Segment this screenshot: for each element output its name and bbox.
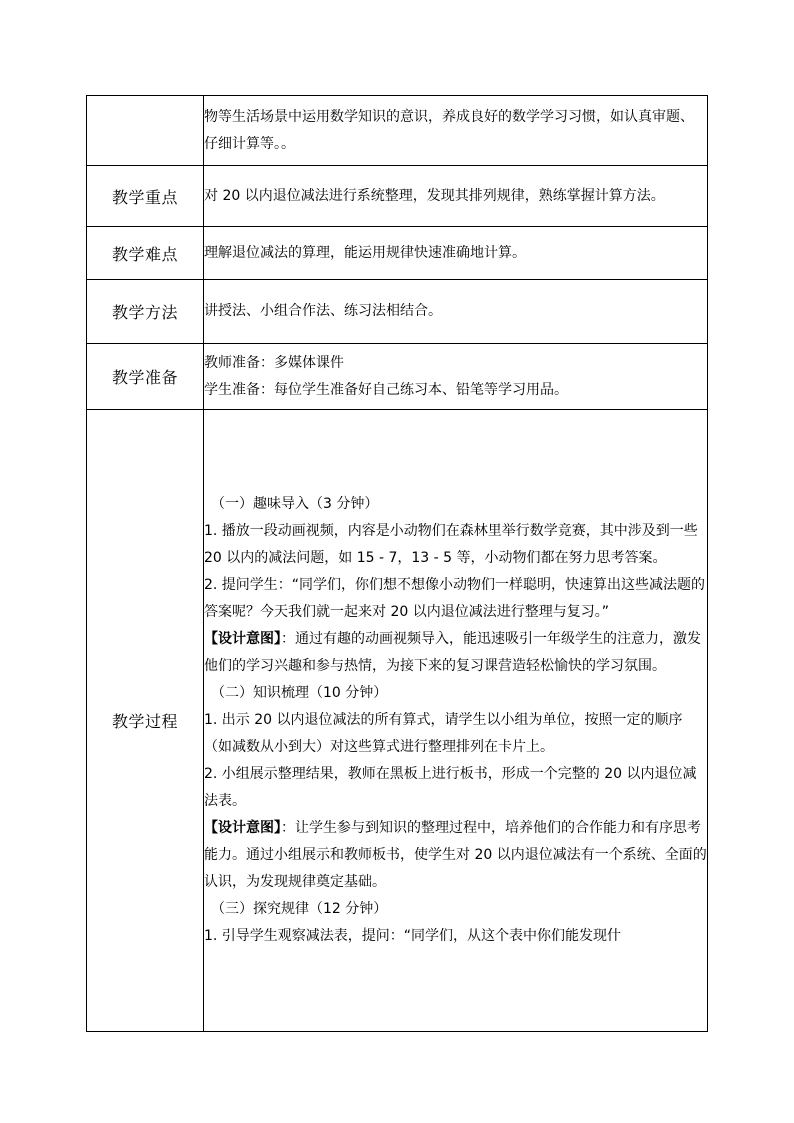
design-intent-text-2: ：让学生参与到知识的整理过程中，培养他们的合作能力和有序思考能力。通过小组展示和教师板书，使学生对 20 以内退位减法有一个系统、全面的认识，为发现规律奠定基础。 xyxy=(204,820,707,890)
preparation-teacher: 教师准备：多媒体课件 xyxy=(204,354,344,371)
process-step-3-1: 1. 引导学生观察减法表，提问：“同学们，从这个表中你们能发现什 xyxy=(204,928,622,944)
preparation-student: 学生准备：每位学生准备好自己练习本、铅笔等学习用品。 xyxy=(204,381,568,398)
row-methods xyxy=(87,280,708,344)
process-design-intent-2 xyxy=(204,815,707,896)
difficulties-cell xyxy=(204,227,708,280)
goals-continued-text: 物等生活场景中运用数学知识的意识，养成良好的数学学习习惯，如认真审题、仔细计算等。。 xyxy=(204,108,694,152)
process-design-intent-1 xyxy=(204,626,707,680)
process-section-1-heading: （一）趣味导入（3 分钟） xyxy=(211,496,379,512)
key-points-cell xyxy=(204,166,708,227)
row-preparation xyxy=(87,344,708,410)
process-section-3-heading: （三）探究规律（12 分钟） xyxy=(211,901,388,917)
design-intent-tag-2: 【设计意图】 xyxy=(204,820,281,836)
process-section-2-heading: （二）知识梳理（10 分钟） xyxy=(211,685,388,701)
design-intent-tag-1: 【设计意图】 xyxy=(204,631,281,647)
process-label: 教学过程 xyxy=(87,410,204,1032)
key-points-text: 对 20 以内退位减法进行系统整理，发现其排列规律，熟练掌握计算方法。 xyxy=(204,187,665,204)
methods-label: 教学方法 xyxy=(87,280,204,344)
key-points-label: 教学重点 xyxy=(87,166,204,227)
process-step-2-2: 2. 小组展示整理结果，教师在黑板上进行板书，形成一个完整的 20 以内退位减法表。 xyxy=(204,766,697,809)
process-step-2-1: 1. 出示 20 以内退位减法的所有算式，请学生以小组为单位，按照一定的顺序（如减数从小到大）对这些算式进行整理排列在卡片上。 xyxy=(204,712,683,755)
difficulties-text: 理解退位减法的算理，能运用规律快速准确地计算。 xyxy=(204,244,526,261)
process-step-1-1: 1. 播放一段动画视频，内容是小动物们在森林里举行数学竞赛，其中涉及到一些 20 以内的减法问题，如 15 - 7，13 - 5 等，小动物们都在努力思考答案。 xyxy=(204,523,698,566)
lesson-plan-table xyxy=(86,95,708,1032)
methods-text: 讲授法、小组合作法、练习法相结合。 xyxy=(204,303,442,319)
goals-continued-cell xyxy=(204,96,708,166)
row-process xyxy=(87,410,708,1032)
row-key-points xyxy=(87,166,708,227)
label-cell-empty xyxy=(87,96,204,166)
row-difficulties xyxy=(87,227,708,280)
process-cell xyxy=(204,410,708,1032)
preparation-cell xyxy=(204,344,708,410)
methods-cell xyxy=(204,280,708,344)
row-goals-continued xyxy=(87,96,708,166)
preparation-label: 教学准备 xyxy=(87,344,204,410)
process-step-1-2: 2. 提问学生：“同学们，你们想不想像小动物们一样聪明，快速算出这些减法题的答案呢？今天我们就一起来对 20 以内退位减法进行整理与复习。” xyxy=(204,577,706,620)
design-intent-text-1: ：通过有趣的动画视频导入，能迅速吸引一年级学生的注意力，激发他们的学习兴趣和参与热情，为接下来的复习课营造轻松愉快的学习氛围。 xyxy=(204,631,701,674)
difficulties-label: 教学难点 xyxy=(87,227,204,280)
